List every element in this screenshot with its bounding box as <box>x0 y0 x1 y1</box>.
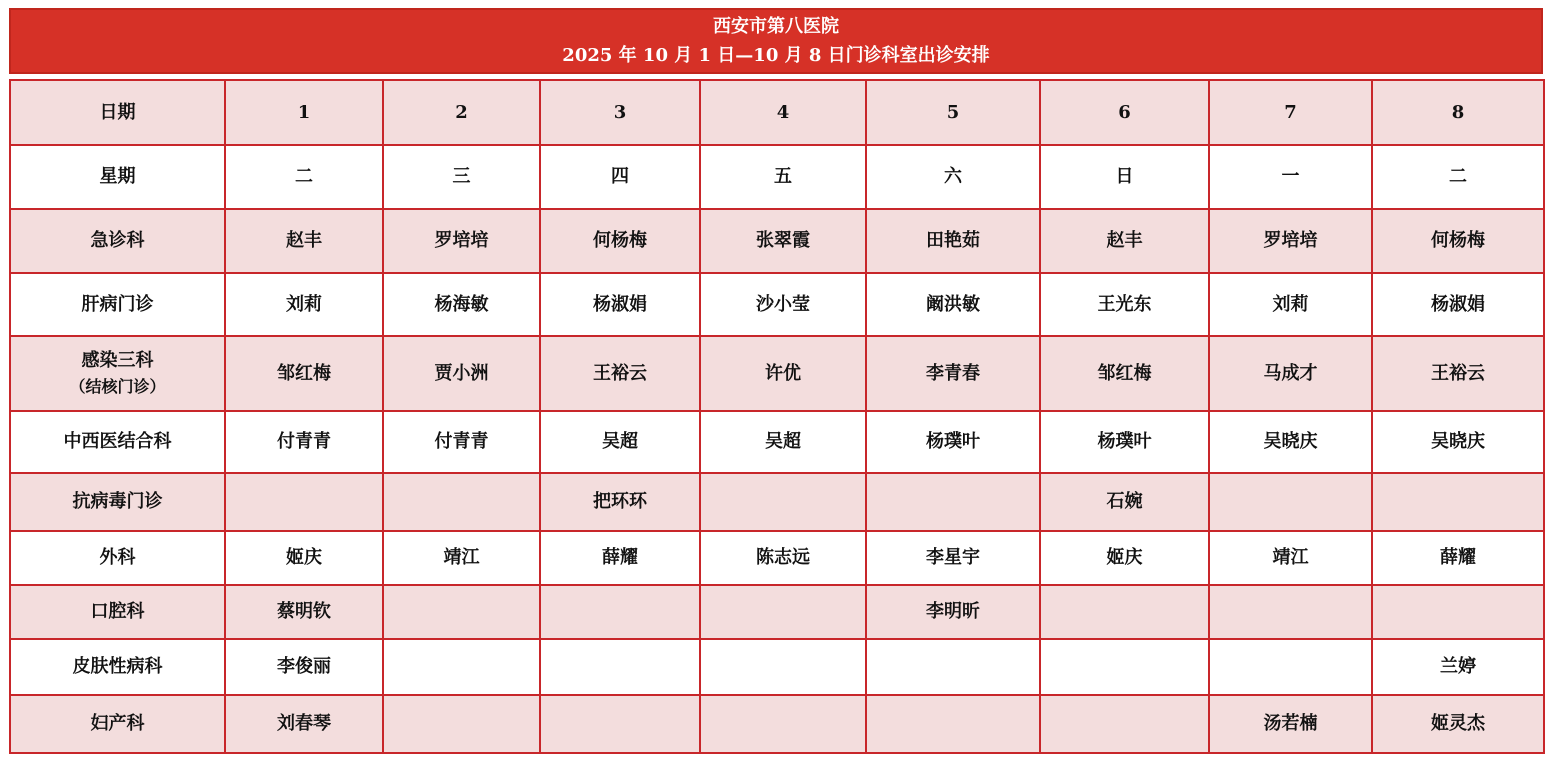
doctor-cell: 罗培培 <box>1209 209 1372 273</box>
doctor-cell: 张翠霞 <box>700 209 866 273</box>
date-cell: 5 <box>866 80 1040 145</box>
weekday-cell: 二 <box>225 145 383 209</box>
doctor-cell <box>1209 585 1372 639</box>
doctor-cell: 罗培培 <box>383 209 540 273</box>
doctor-cell <box>383 585 540 639</box>
row-header <box>10 639 225 695</box>
doctor-cell: 李明昕 <box>866 585 1040 639</box>
doctor-cell <box>700 585 866 639</box>
row-label: 星期 <box>99 166 136 187</box>
doctor-cell <box>1372 585 1544 639</box>
liver-row <box>10 273 1544 336</box>
doctor-cell: 靖江 <box>1209 531 1372 585</box>
doctor-cell: 杨淑娟 <box>540 273 700 336</box>
row-header <box>10 473 225 531</box>
doctor-cell: 刘莉 <box>1209 273 1372 336</box>
hospital-name: 西安市第八医院 <box>713 16 839 37</box>
doctor-cell <box>383 639 540 695</box>
doctor-cell: 杨璞叶 <box>866 411 1040 473</box>
doctor-cell: 吴晓庆 <box>1372 411 1544 473</box>
doctor-cell <box>540 639 700 695</box>
date-cell: 7 <box>1209 80 1372 145</box>
doctor-cell <box>1040 585 1209 639</box>
doctor-cell: 赵丰 <box>225 209 383 273</box>
doctor-cell: 姬庆 <box>225 531 383 585</box>
row-label: 肝病门诊 <box>81 293 154 315</box>
doctor-cell: 吴超 <box>700 411 866 473</box>
row-header <box>10 80 225 145</box>
row-label: 皮肤性病科 <box>72 656 163 677</box>
doctor-cell: 杨海敏 <box>383 273 540 336</box>
doctor-cell: 沙小莹 <box>700 273 866 336</box>
row-label: 口腔科 <box>90 601 145 622</box>
doctor-cell <box>866 639 1040 695</box>
surgery-row <box>10 531 1544 585</box>
row-label: 急诊科 <box>90 230 145 251</box>
doctor-cell: 付青青 <box>225 411 383 473</box>
weekday-cell: 四 <box>540 145 700 209</box>
row-header <box>10 145 225 209</box>
doctor-cell: 李俊丽 <box>225 639 383 695</box>
doctor-cell: 石婉 <box>1040 473 1209 531</box>
doctor-cell: 把环环 <box>540 473 700 531</box>
weekday-cell: 一 <box>1209 145 1372 209</box>
doctor-cell: 薛耀 <box>540 531 700 585</box>
row-header <box>10 273 225 336</box>
date-cell: 4 <box>700 80 866 145</box>
doctor-cell <box>1209 639 1372 695</box>
doctor-cell: 王裕云 <box>540 336 700 411</box>
weekday-cell: 二 <box>1372 145 1544 209</box>
doctor-cell <box>700 473 866 531</box>
dermatology-row <box>10 639 1544 695</box>
doctor-cell: 邹红梅 <box>225 336 383 411</box>
doctor-cell <box>1372 473 1544 531</box>
dental-row <box>10 585 1544 639</box>
doctor-cell: 邹红梅 <box>1040 336 1209 411</box>
schedule-title: 2025 年 10 月 1 日—10 月 8 日门诊科室出诊安排 <box>562 45 990 66</box>
doctor-cell <box>225 473 383 531</box>
doctor-cell: 吴超 <box>540 411 700 473</box>
doctor-cell: 阚洪敏 <box>866 273 1040 336</box>
doctor-cell: 姬庆 <box>1040 531 1209 585</box>
doctor-cell <box>700 695 866 753</box>
obgyn-row <box>10 695 1544 753</box>
row-label: 日期 <box>99 101 136 123</box>
doctor-cell <box>540 695 700 753</box>
row-header <box>10 585 225 639</box>
weekday-cell: 五 <box>700 145 866 209</box>
doctor-cell: 杨淑娟 <box>1372 273 1544 336</box>
row-header <box>10 695 225 753</box>
infection-row <box>10 336 1544 411</box>
doctor-cell: 刘春琴 <box>225 695 383 753</box>
doctor-cell <box>383 695 540 753</box>
doctor-cell: 贾小洲 <box>383 336 540 411</box>
doctor-cell: 王裕云 <box>1372 336 1544 411</box>
doctor-cell: 田艳茹 <box>866 209 1040 273</box>
date-cell: 6 <box>1040 80 1209 145</box>
doctor-cell <box>700 639 866 695</box>
row-header <box>10 531 225 585</box>
doctor-cell <box>866 695 1040 753</box>
integrative-row <box>10 411 1544 473</box>
emergency-row <box>10 209 1544 273</box>
title-banner <box>9 8 1543 74</box>
date-cell: 3 <box>540 80 700 145</box>
schedule-table <box>9 79 1545 754</box>
doctor-cell: 蔡明钦 <box>225 585 383 639</box>
doctor-cell: 杨璞叶 <box>1040 411 1209 473</box>
doctor-cell: 赵丰 <box>1040 209 1209 273</box>
doctor-cell: 汤若楠 <box>1209 695 1372 753</box>
doctor-cell: 马成才 <box>1209 336 1372 411</box>
doctor-cell <box>1040 695 1209 753</box>
doctor-cell: 何杨梅 <box>540 209 700 273</box>
doctor-cell: 陈志远 <box>700 531 866 585</box>
weekday-cell: 日 <box>1040 145 1209 209</box>
row-header <box>10 209 225 273</box>
date-cell: 2 <box>383 80 540 145</box>
date-cell: 1 <box>225 80 383 145</box>
row-sublabel: （结核门诊） <box>69 376 166 396</box>
doctor-cell: 何杨梅 <box>1372 209 1544 273</box>
doctor-cell: 付青青 <box>383 411 540 473</box>
doctor-cell: 许优 <box>700 336 866 411</box>
doctor-cell: 李星宇 <box>866 531 1040 585</box>
row-label: 中西医结合科 <box>63 431 172 452</box>
doctor-cell <box>383 473 540 531</box>
antiviral-row <box>10 473 1544 531</box>
doctor-cell: 靖江 <box>383 531 540 585</box>
doctor-cell: 薛耀 <box>1372 531 1544 585</box>
doctor-cell <box>1209 473 1372 531</box>
row-label: 抗病毒门诊 <box>72 491 163 512</box>
row-header <box>10 411 225 473</box>
row-label: 感染三科 <box>81 349 154 371</box>
doctor-cell: 王光东 <box>1040 273 1209 336</box>
doctor-cell: 兰婷 <box>1372 639 1544 695</box>
doctor-cell <box>866 473 1040 531</box>
doctor-cell: 李青春 <box>866 336 1040 411</box>
doctor-cell: 姬灵杰 <box>1372 695 1544 753</box>
weekday-row <box>10 145 1544 209</box>
doctor-cell <box>1040 639 1209 695</box>
doctor-cell <box>540 585 700 639</box>
schedule-body <box>10 80 1544 753</box>
weekday-cell: 六 <box>866 145 1040 209</box>
date-row <box>10 80 1544 145</box>
doctor-cell: 刘莉 <box>225 273 383 336</box>
weekday-cell: 三 <box>383 145 540 209</box>
row-header <box>10 336 225 411</box>
doctor-cell: 吴晓庆 <box>1209 411 1372 473</box>
row-label: 妇产科 <box>90 713 145 734</box>
row-label: 外科 <box>99 547 136 568</box>
schedule-frame <box>9 8 1543 754</box>
date-cell: 8 <box>1372 80 1544 145</box>
